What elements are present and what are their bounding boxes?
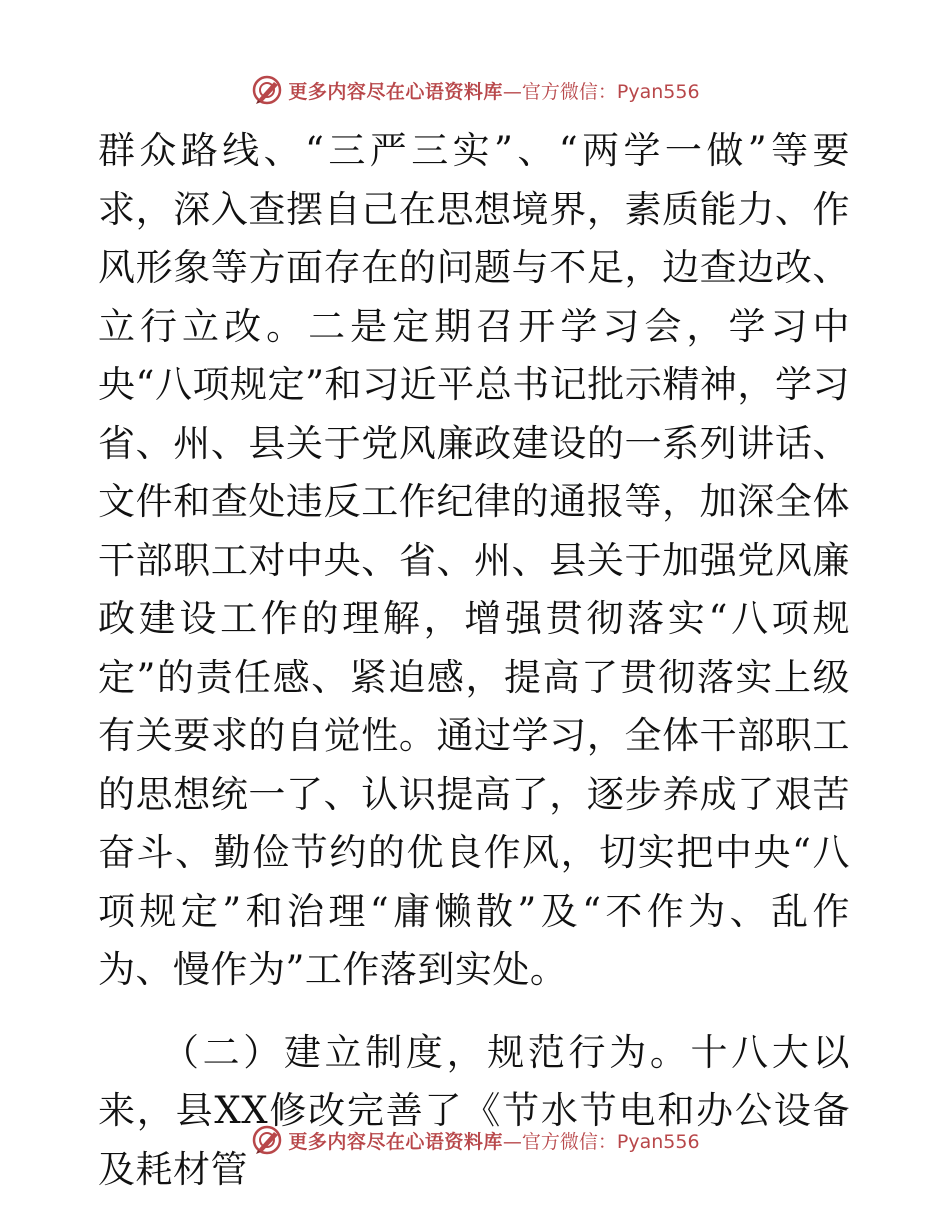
- body-paragraph: 群众路线、“三严三实”、“两学一做”等要求，深入查摆自己在思想境界，素质能力、作风形象等方面存在的问题与不足，边查边改、立行立改。二是定期召开学习会，学习中央“八项规定”和习近平总书记批示精神，学习省、州、县关于党风廉政建设的一系列讲话、文件和查处违反工作纪律的通报等，加深全体干部职工对中央、省、州、县关于加强党风廉政建设工作的理解，增强贯彻落实“八项规定”的责任感、紧迫感，提高了贯彻落实上级有关要求的自觉性。通过学习，全体干部职工的思想统一了、认识提高了，逐步养成了艰苦奋斗、勤俭节约的优良作风，切实把中央“八项规定”和治理“庸懒散”及“不作为、乱作为、慢作为”工作落到实处。: [98, 129, 850, 991]
- pen-logo-icon: [250, 73, 284, 107]
- banner-brand-text: 更多内容尽在心语资料库: [288, 1130, 503, 1153]
- section-paragraph: （二）建立制度，规范行为。十八大以来，县XX修改完善了《节水节电和办公设备及耗材管: [98, 1030, 850, 1191]
- document-body: [98, 122, 850, 1199]
- pen-logo-icon: [250, 1123, 284, 1157]
- header-watermark-banner: [0, 70, 950, 110]
- footer-watermark-banner: [0, 1120, 950, 1160]
- banner-contact-text: —官方微信：Pyan556: [502, 1130, 700, 1153]
- banner-brand-text: 更多内容尽在心语资料库: [288, 80, 503, 103]
- banner-contact-text: —官方微信：Pyan556: [502, 80, 700, 103]
